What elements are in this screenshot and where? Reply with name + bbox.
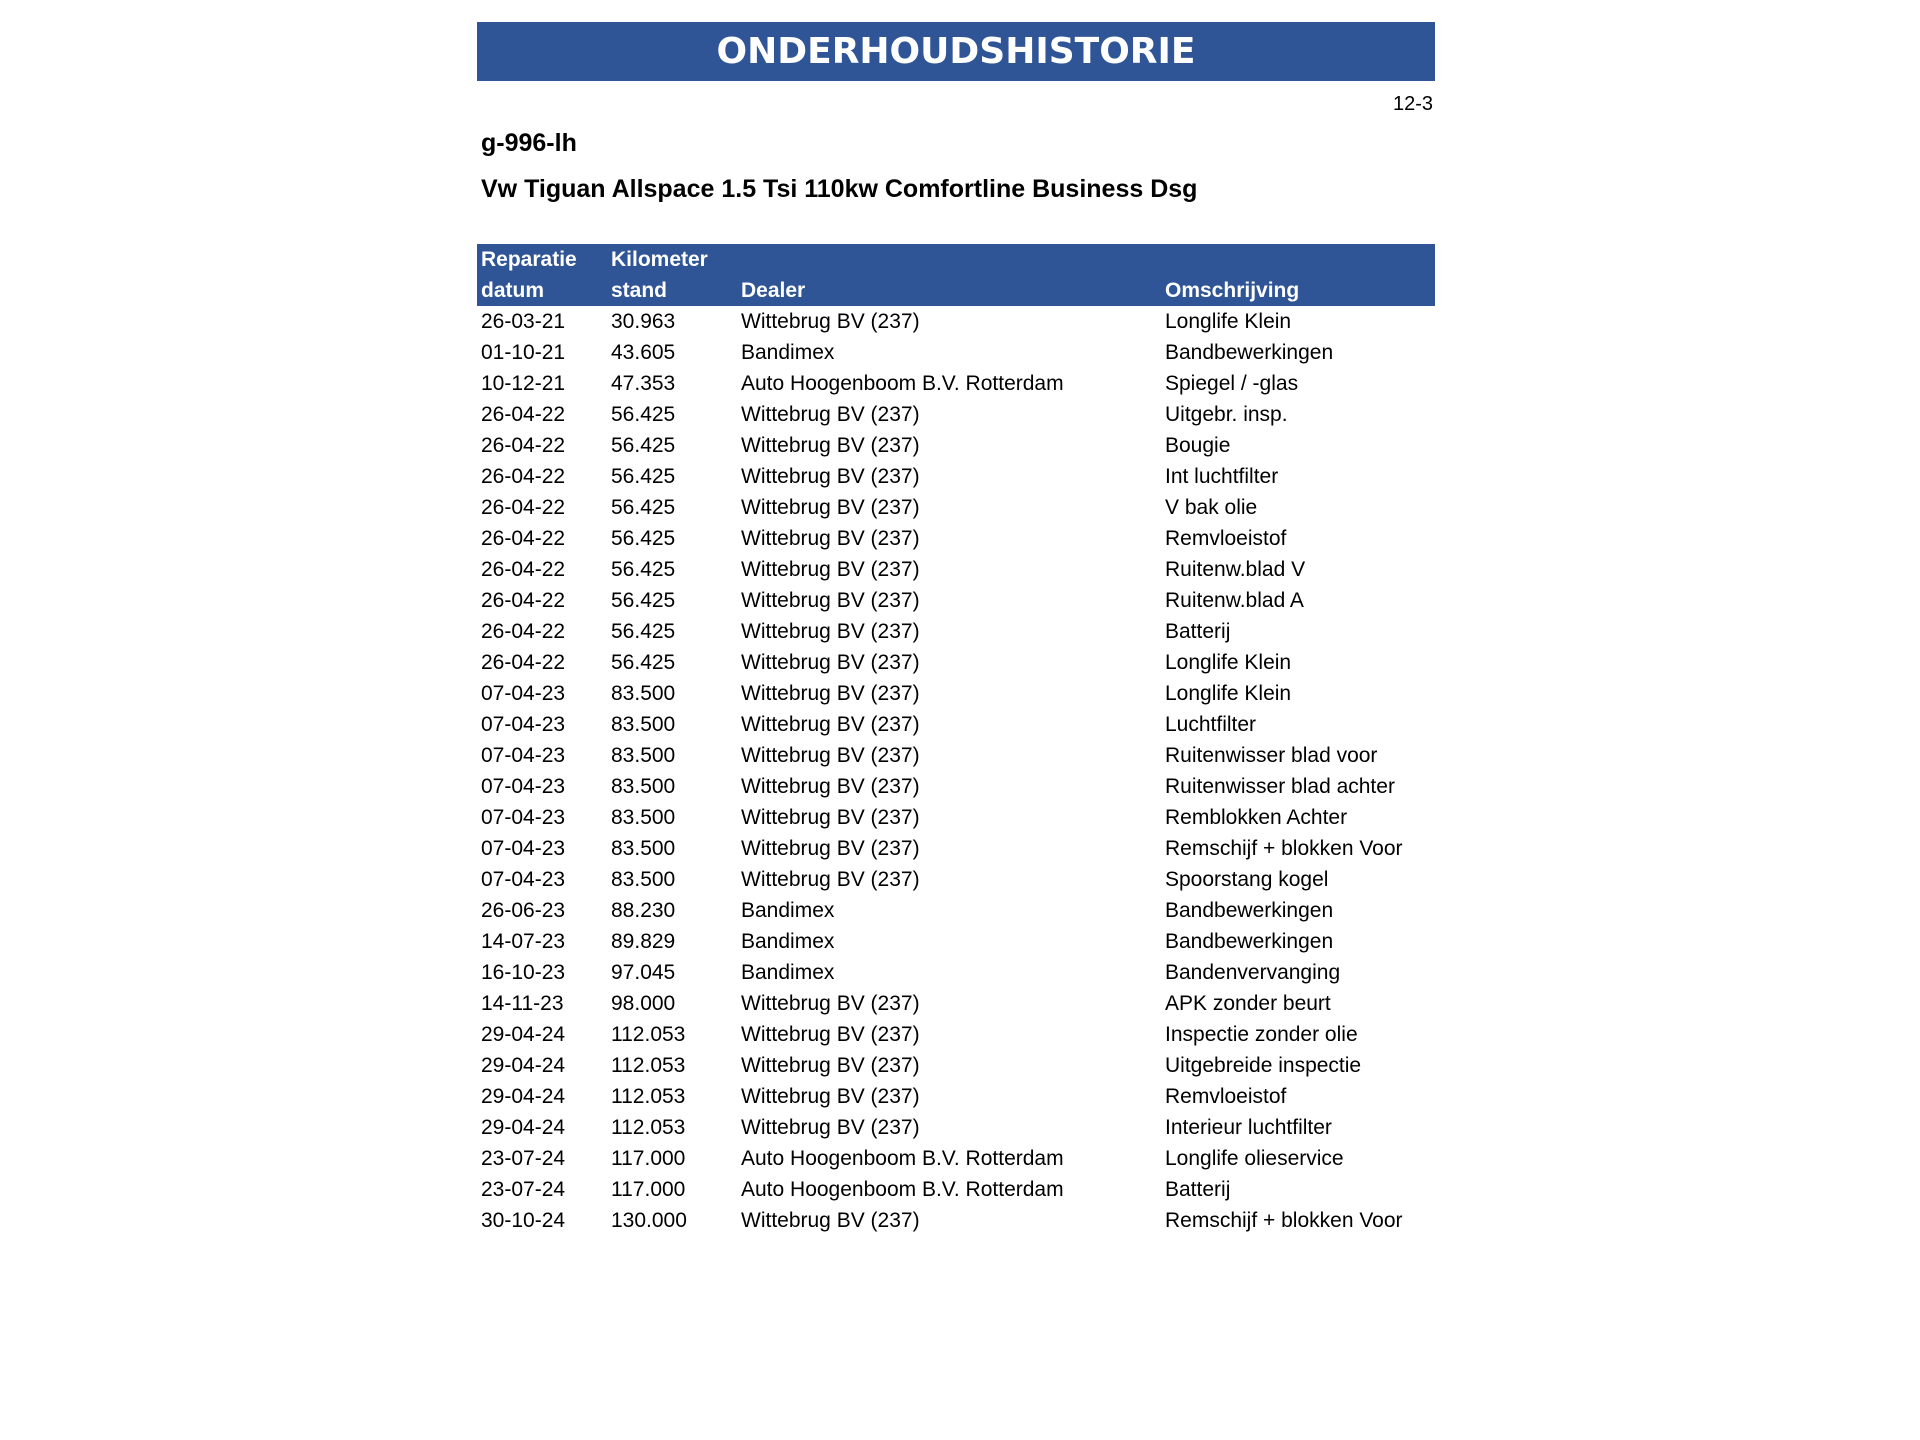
cell-dealer: Wittebrug BV (237) [741, 837, 920, 860]
cell-date: 01-10-21 [481, 341, 566, 364]
table-row [477, 771, 1435, 802]
cell-dealer: Wittebrug BV (237) [741, 527, 920, 550]
cell-dealer: Wittebrug BV (237) [741, 403, 920, 426]
cell-km: 83.500 [611, 775, 676, 798]
cell-km: 83.500 [611, 682, 676, 705]
cell-date: 30-10-24 [481, 1209, 566, 1232]
column-header-date-line2: datum [481, 279, 544, 302]
cell-date: 26-04-22 [481, 403, 566, 426]
cell-dealer: Wittebrug BV (237) [741, 620, 920, 643]
cell-km: 47.353 [611, 372, 676, 395]
cell-dealer: Wittebrug BV (237) [741, 1116, 920, 1139]
cell-dealer: Wittebrug BV (237) [741, 1023, 920, 1046]
cell-date: 23-07-24 [481, 1178, 566, 1201]
table-row [477, 492, 1435, 523]
cell-km: 83.500 [611, 713, 676, 736]
cell-description: Bandbewerkingen [1165, 341, 1334, 364]
cell-date: 29-04-24 [481, 1054, 566, 1077]
cell-description: Longlife olieservice [1165, 1147, 1344, 1170]
table-row [477, 1143, 1435, 1174]
cell-km: 88.230 [611, 899, 676, 922]
cell-description: Remvloeistof [1165, 527, 1287, 550]
cell-dealer: Auto Hoogenboom B.V. Rotterdam [741, 1147, 1064, 1170]
table-row [477, 1050, 1435, 1081]
cell-km: 112.053 [611, 1085, 686, 1108]
cell-km: 112.053 [611, 1054, 686, 1077]
table-row [477, 461, 1435, 492]
cell-km: 130.000 [611, 1209, 687, 1232]
license-plate: g-996-lh [481, 129, 577, 157]
cell-dealer: Wittebrug BV (237) [741, 682, 920, 705]
cell-description: Inspectie zonder olie [1165, 1023, 1358, 1046]
cell-dealer: Wittebrug BV (237) [741, 434, 920, 457]
table-row [477, 1019, 1435, 1050]
cell-km: 56.425 [611, 558, 676, 581]
cell-km: 43.605 [611, 341, 676, 364]
cell-date: 07-04-23 [481, 868, 566, 891]
cell-description: Spiegel / -glas [1165, 372, 1299, 395]
cell-date: 26-04-22 [481, 589, 566, 612]
cell-date: 26-04-22 [481, 496, 566, 519]
cell-date: 16-10-23 [481, 961, 566, 984]
cell-dealer: Wittebrug BV (237) [741, 713, 920, 736]
column-header-date [477, 244, 607, 306]
table-row [477, 399, 1435, 430]
cell-dealer: Wittebrug BV (237) [741, 558, 920, 581]
cell-date: 23-07-24 [481, 1147, 566, 1170]
cell-km: 56.425 [611, 527, 676, 550]
cell-date: 29-04-24 [481, 1023, 566, 1046]
table-row [477, 678, 1435, 709]
table-row [477, 740, 1435, 771]
table-row [477, 957, 1435, 988]
vehicle-model: Vw Tiguan Allspace 1.5 Tsi 110kw Comfortline Business Dsg [481, 175, 1198, 203]
table-header [477, 244, 1435, 306]
table-row [477, 802, 1435, 833]
cell-description: Batterij [1165, 620, 1231, 643]
title-banner [477, 22, 1435, 81]
column-header-km [607, 244, 737, 306]
table-body [477, 306, 1435, 1236]
cell-dealer: Bandimex [741, 930, 835, 953]
cell-dealer: Wittebrug BV (237) [741, 651, 920, 674]
table-row [477, 1205, 1435, 1236]
cell-description: Uitgebr. insp. [1165, 403, 1288, 426]
cell-dealer: Bandimex [741, 961, 835, 984]
cell-description: Bandbewerkingen [1165, 899, 1334, 922]
column-header-description-label: Omschrijving [1165, 279, 1300, 302]
cell-km: 83.500 [611, 806, 676, 829]
table-row [477, 709, 1435, 740]
cell-date: 07-04-23 [481, 775, 566, 798]
cell-description: Longlife Klein [1165, 682, 1292, 705]
table-row [477, 585, 1435, 616]
cell-date: 26-04-22 [481, 527, 566, 550]
cell-date: 26-06-23 [481, 899, 566, 922]
cell-description: Bandbewerkingen [1165, 930, 1334, 953]
cell-dealer: Wittebrug BV (237) [741, 1209, 920, 1232]
table-row [477, 430, 1435, 461]
cell-description: Remschijf + blokken Voor [1165, 837, 1403, 860]
cell-description: Uitgebreide inspectie [1165, 1054, 1362, 1077]
table-row [477, 368, 1435, 399]
cell-description: Remschijf + blokken Voor [1165, 1209, 1403, 1232]
cell-dealer: Auto Hoogenboom B.V. Rotterdam [741, 372, 1064, 395]
cell-dealer: Auto Hoogenboom B.V. Rotterdam [741, 1178, 1064, 1201]
table-row [477, 1081, 1435, 1112]
cell-dealer: Wittebrug BV (237) [741, 775, 920, 798]
cell-km: 112.053 [611, 1116, 686, 1139]
column-header-dealer [737, 244, 1161, 306]
cell-description: Longlife Klein [1165, 651, 1292, 674]
column-header-km-line1: Kilometer [611, 248, 708, 271]
cell-description: Bougie [1165, 434, 1231, 457]
cell-description: Longlife Klein [1165, 310, 1292, 333]
column-header-date-line1: Reparatie [481, 248, 577, 271]
cell-km: 89.829 [611, 930, 676, 953]
cell-date: 10-12-21 [481, 372, 566, 395]
page-number: 12-3 [1392, 93, 1433, 115]
cell-date: 14-11-23 [481, 992, 564, 1015]
cell-description: Ruitenw.blad V [1165, 558, 1306, 581]
cell-dealer: Wittebrug BV (237) [741, 992, 920, 1015]
cell-description: Spoorstang kogel [1165, 868, 1329, 891]
cell-date: 26-04-22 [481, 434, 566, 457]
cell-date: 26-04-22 [481, 465, 566, 488]
cell-dealer: Wittebrug BV (237) [741, 1054, 920, 1077]
cell-km: 97.045 [611, 961, 676, 984]
cell-date: 07-04-23 [481, 744, 566, 767]
cell-km: 117.000 [611, 1178, 686, 1201]
cell-description: Bandenvervanging [1165, 961, 1341, 984]
cell-description: V bak olie [1165, 496, 1258, 519]
table-row [477, 864, 1435, 895]
cell-km: 56.425 [611, 434, 676, 457]
table-row [477, 988, 1435, 1019]
cell-dealer: Bandimex [741, 899, 835, 922]
cell-dealer: Wittebrug BV (237) [741, 589, 920, 612]
cell-date: 07-04-23 [481, 682, 566, 705]
cell-km: 56.425 [611, 465, 676, 488]
maintenance-history-sheet [477, 22, 1435, 1236]
cell-km: 83.500 [611, 837, 676, 860]
cell-description: Ruitenwisser blad achter [1165, 775, 1395, 798]
cell-km: 56.425 [611, 403, 676, 426]
cell-description: Batterij [1165, 1178, 1231, 1201]
table-row [477, 306, 1435, 337]
table-row [477, 895, 1435, 926]
cell-km: 56.425 [611, 651, 676, 674]
cell-date: 29-04-24 [481, 1116, 566, 1139]
cell-km: 98.000 [611, 992, 676, 1015]
cell-date: 14-07-23 [481, 930, 566, 953]
cell-dealer: Wittebrug BV (237) [741, 465, 920, 488]
table-row [477, 1112, 1435, 1143]
cell-description: Remvloeistof [1165, 1085, 1287, 1108]
cell-date: 07-04-23 [481, 837, 566, 860]
cell-date: 07-04-23 [481, 806, 566, 829]
cell-description: Ruitenw.blad A [1165, 589, 1304, 612]
cell-date: 07-04-23 [481, 713, 566, 736]
column-header-km-line2: stand [611, 279, 668, 302]
cell-dealer: Wittebrug BV (237) [741, 1085, 920, 1108]
cell-date: 29-04-24 [481, 1085, 566, 1108]
cell-km: 56.425 [611, 620, 676, 643]
table-row [477, 554, 1435, 585]
cell-km: 56.425 [611, 589, 676, 612]
cell-date: 26-04-22 [481, 558, 566, 581]
cell-description: Interieur luchtfilter [1165, 1116, 1332, 1139]
cell-date: 26-04-22 [481, 620, 566, 643]
cell-dealer: Wittebrug BV (237) [741, 806, 920, 829]
cell-description: Ruitenwisser blad voor [1165, 744, 1378, 767]
column-header-dealer-label: Dealer [741, 279, 806, 302]
cell-dealer: Wittebrug BV (237) [741, 744, 920, 767]
cell-dealer: Wittebrug BV (237) [741, 310, 920, 333]
column-header-description [1161, 244, 1435, 306]
cell-km: 56.425 [611, 496, 676, 519]
cell-km: 112.053 [611, 1023, 686, 1046]
cell-dealer: Wittebrug BV (237) [741, 868, 920, 891]
cell-km: 30.963 [611, 310, 676, 333]
table-row [477, 1174, 1435, 1205]
cell-description: Luchtfilter [1165, 713, 1257, 736]
cell-km: 117.000 [611, 1147, 686, 1170]
table-row [477, 926, 1435, 957]
cell-description: Remblokken Achter [1165, 806, 1348, 829]
cell-description: Int luchtfilter [1165, 465, 1279, 488]
cell-dealer: Wittebrug BV (237) [741, 496, 920, 519]
table-row [477, 647, 1435, 678]
cell-description: APK zonder beurt [1165, 992, 1331, 1015]
table-row [477, 616, 1435, 647]
page-title: ONDERHOUDSHISTORIE [716, 31, 1196, 72]
cell-date: 26-03-21 [481, 310, 566, 333]
table-row [477, 523, 1435, 554]
cell-km: 83.500 [611, 868, 676, 891]
header-row [477, 244, 1435, 306]
table-row [477, 833, 1435, 864]
cell-km: 83.500 [611, 744, 676, 767]
cell-date: 26-04-22 [481, 651, 566, 674]
cell-dealer: Bandimex [741, 341, 835, 364]
table-row [477, 337, 1435, 368]
maintenance-table [477, 244, 1435, 1236]
